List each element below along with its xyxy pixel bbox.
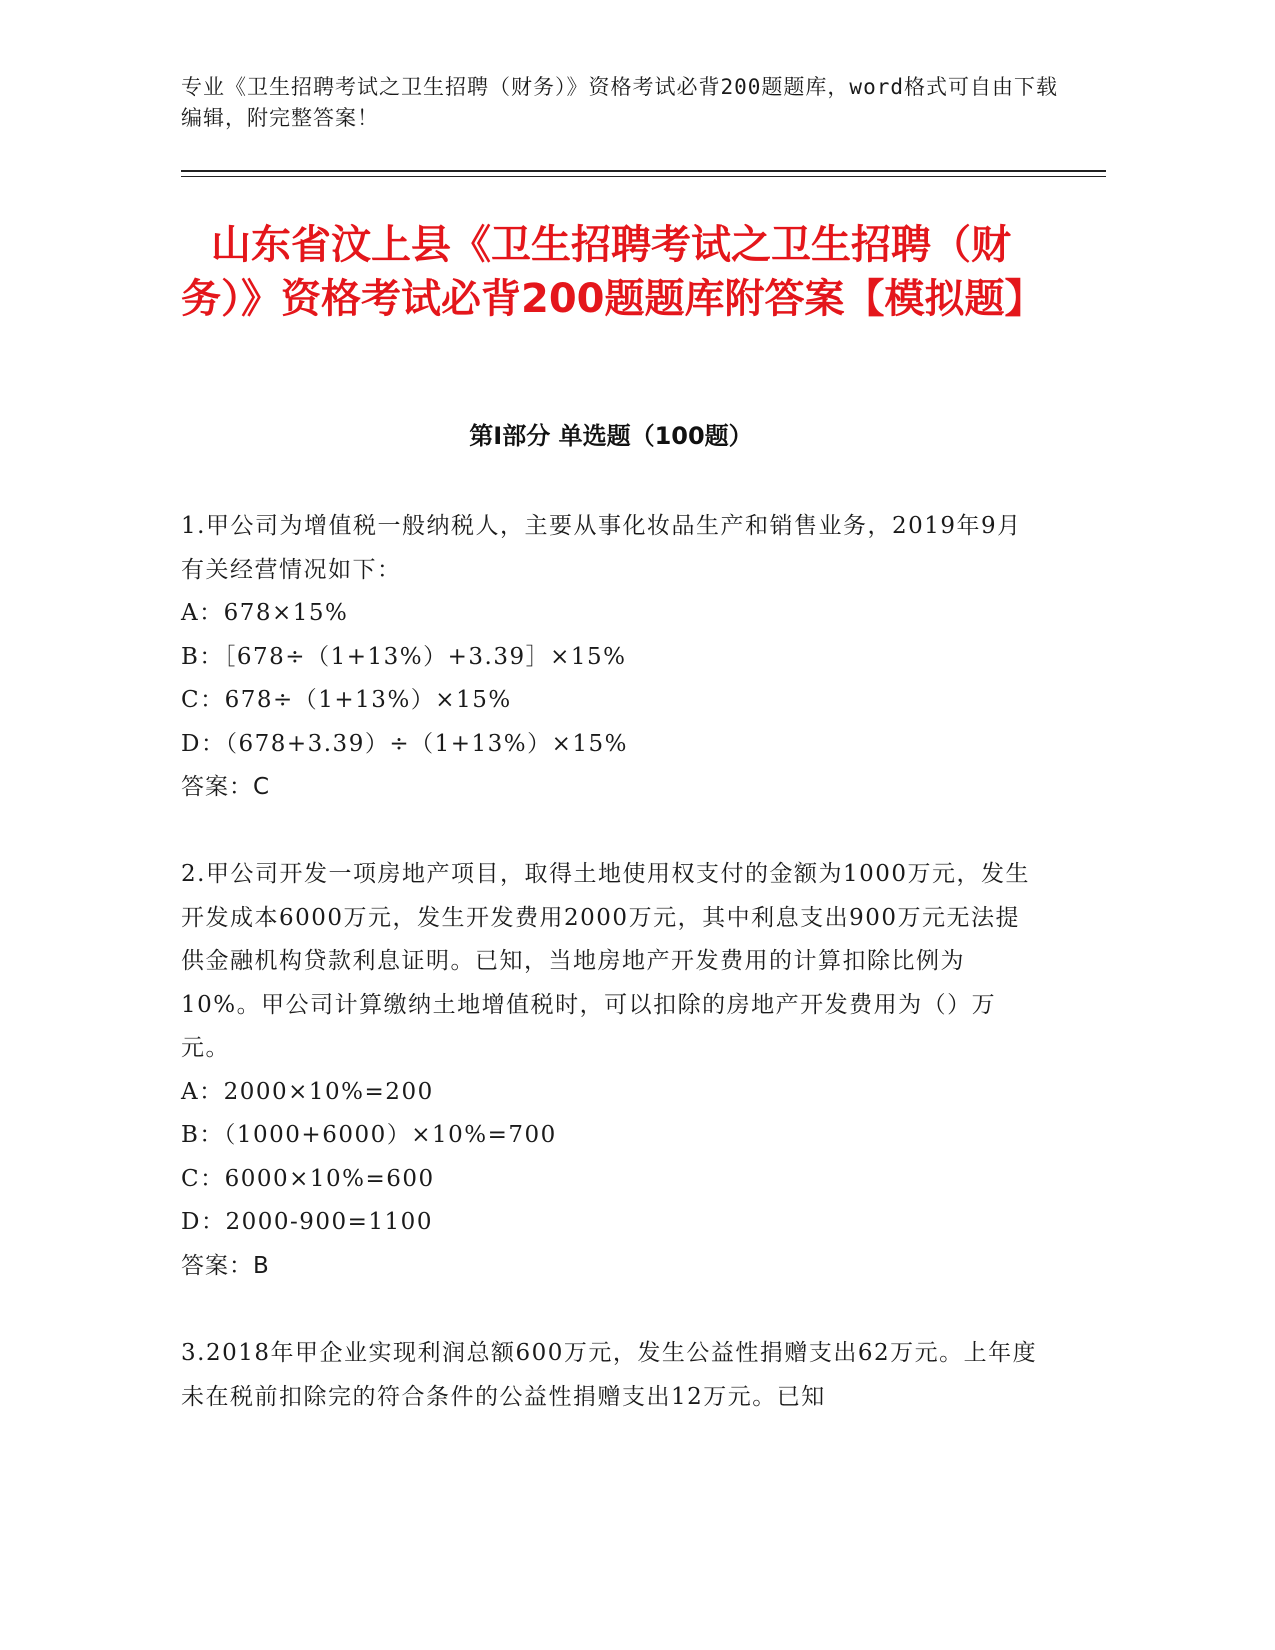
option-b: B：［678÷（1+13%）+3.39］×15%	[181, 643, 627, 670]
option-a: A：678×15%	[181, 600, 349, 626]
option-b: B：（1000+6000）×10%=700	[181, 1122, 557, 1148]
option-c: C：6000×10%=600	[181, 1165, 435, 1192]
option-d: D：（678+3.39）÷（1+13%）×15%	[181, 730, 629, 757]
header-divider-thick	[181, 170, 1106, 172]
question-2	[181, 853, 1041, 1288]
header-note: 专业《卫生招聘考试之卫生招聘（财务）》资格考试必背200题题库，word格式可自由下载编辑，附完整答案！	[181, 75, 1058, 130]
option-d: D：2000-900=1100	[181, 1209, 433, 1235]
option-a: A：2000×10%=200	[181, 1078, 434, 1105]
option-c: C：678÷（1+13%）×15%	[181, 687, 512, 713]
answer: 答案：C	[181, 774, 271, 800]
question-1	[181, 505, 1041, 810]
header-divider-thin	[181, 176, 1106, 177]
section-title: 第I部分 单选题（100题）	[469, 422, 753, 450]
question-stem: 2.甲公司开发一项房地产项目，取得土地使用权支付的金额为1000万元，发生开发成本6000万元，发生开发费用2000万元，其中利息支出900万元无法提供金融机构贷款利息证明。已知，当地房地产开发费用的计算扣除比例为10%。甲公司计算缴纳土地增值税时，可以扣除的房地产开发费用为（）万元。	[181, 861, 1030, 1061]
question-stem: 3.2018年甲企业实现利润总额600万元，发生公益性捐赠支出62万元。上年度未在税前扣除完的符合条件的公益性捐赠支出12万元。已知	[181, 1340, 1038, 1410]
document-title: 山东省汶上县《卫生招聘考试之卫生招聘（财务）》资格考试必背200题题库附答案【模拟题】	[181, 222, 1045, 322]
question-3	[181, 1332, 1041, 1419]
question-stem: 1.甲公司为增值税一般纳税人，主要从事化妆品生产和销售业务，2019年9月有关经营情况如下：	[181, 513, 1022, 583]
answer: 答案：B	[181, 1252, 270, 1279]
